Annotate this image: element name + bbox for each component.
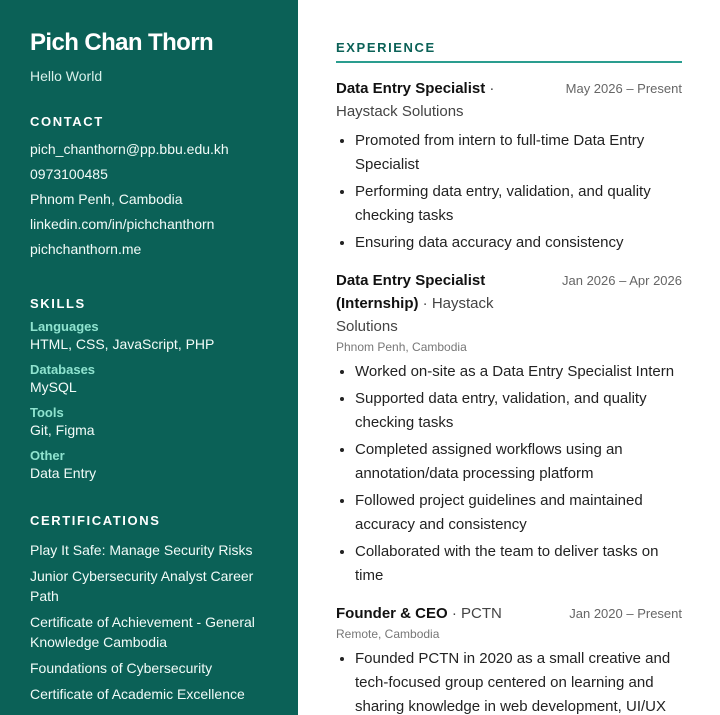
skills-heading: SKILLS xyxy=(30,296,86,312)
skill-value: Data Entry xyxy=(30,465,97,482)
job-bullet: • Collaborated with the team to deliver tasks on time xyxy=(355,540,682,588)
experience-heading: EXPERIENCE xyxy=(336,40,682,63)
skill-value: Git, Figma xyxy=(30,422,95,439)
skill-category: Other xyxy=(30,448,65,464)
certification-item: Junior Cybersecurity Analyst Career Path xyxy=(30,568,254,605)
job-bullet: • Completed assigned workflows using an annotation/data processing platform xyxy=(355,438,682,486)
job-bullet: • Founded PCTN in 2020 as a small creative and tech-focused group centered on learning and sharing knowledge in web development, UI/UX xyxy=(355,647,682,715)
job-title-line: Data Entry Specialist · Haystack Solutions xyxy=(336,80,495,120)
certification-item: Foundations of Cybersecurity xyxy=(30,660,213,677)
skill-category: Databases xyxy=(30,362,96,378)
job-company: Haystack Solutions xyxy=(336,295,494,335)
contact-heading: CONTACT xyxy=(30,114,104,130)
job-title: Data Entry Specialist xyxy=(336,80,486,97)
contact-location: Phnom Penh, Cambodia xyxy=(30,191,183,208)
job-bullet: • Ensuring data accuracy and consistency xyxy=(355,231,682,255)
job-title: Founder & CEO xyxy=(336,605,448,622)
job-entry xyxy=(336,269,682,588)
job-entry xyxy=(336,77,682,255)
job-title: Data Entry Specialist (Internship) xyxy=(336,272,486,312)
job-bullets xyxy=(336,129,682,255)
certification-item: Play It Safe: Manage Security Risks xyxy=(30,542,253,559)
profile-tagline: Hello World xyxy=(30,68,103,85)
skill-group-databases xyxy=(30,362,278,397)
job-title-line: Data Entry Specialist (Internship) · Haystack Solutions xyxy=(336,272,494,335)
job-date: May 2026 – Present xyxy=(565,81,682,96)
skill-value: HTML, CSS, JavaScript, PHP xyxy=(30,336,215,353)
job-bullets xyxy=(336,360,682,588)
job-bullet: • Followed project guidelines and maintained accuracy and consistency xyxy=(355,489,682,537)
contact-website[interactable]: pichchanthorn.me xyxy=(30,241,142,258)
skill-group-languages xyxy=(30,319,278,354)
skill-group-tools xyxy=(30,405,278,440)
contact-email[interactable]: pich_chanthorn@pp.bbu.edu.kh xyxy=(30,141,229,158)
sidebar xyxy=(0,0,298,715)
job-bullets xyxy=(336,647,682,715)
skill-category: Tools xyxy=(30,405,64,421)
skill-category: Languages xyxy=(30,319,99,335)
job-entry xyxy=(336,602,682,715)
main-content xyxy=(298,0,720,715)
certification-item: Certificate of Academic Excellence xyxy=(30,686,245,703)
contact-linkedin[interactable]: linkedin.com/in/pichchanthorn xyxy=(30,216,215,233)
job-title-line: Founder & CEO · PCTN xyxy=(336,605,502,622)
job-bullet: • Worked on-site as a Data Entry Specialist Intern xyxy=(355,360,682,384)
job-date: Jan 2020 – Present xyxy=(569,606,682,621)
contact-phone[interactable]: 0973100485 xyxy=(30,166,108,183)
skill-group-other xyxy=(30,448,278,483)
job-bullet: • Performing data entry, validation, and quality checking tasks xyxy=(355,180,682,228)
job-location: Remote, Cambodia xyxy=(336,627,440,641)
job-location: Phnom Penh, Cambodia xyxy=(336,340,467,354)
job-bullet: • Supported data entry, validation, and quality checking tasks xyxy=(355,387,682,435)
certification-item: Certificate of Achievement - General Knowledge Cambodia xyxy=(30,614,255,651)
skill-value: MySQL xyxy=(30,379,77,396)
job-company: Haystack Solutions xyxy=(336,103,464,120)
job-company: PCTN xyxy=(461,605,502,622)
job-date: Jan 2026 – Apr 2026 xyxy=(562,273,682,288)
certifications-heading: CERTIFICATIONS xyxy=(30,513,161,529)
job-bullet: • Promoted from intern to full-time Data Entry Specialist xyxy=(355,129,682,177)
profile-name: Pich Chan Thorn xyxy=(30,29,214,56)
